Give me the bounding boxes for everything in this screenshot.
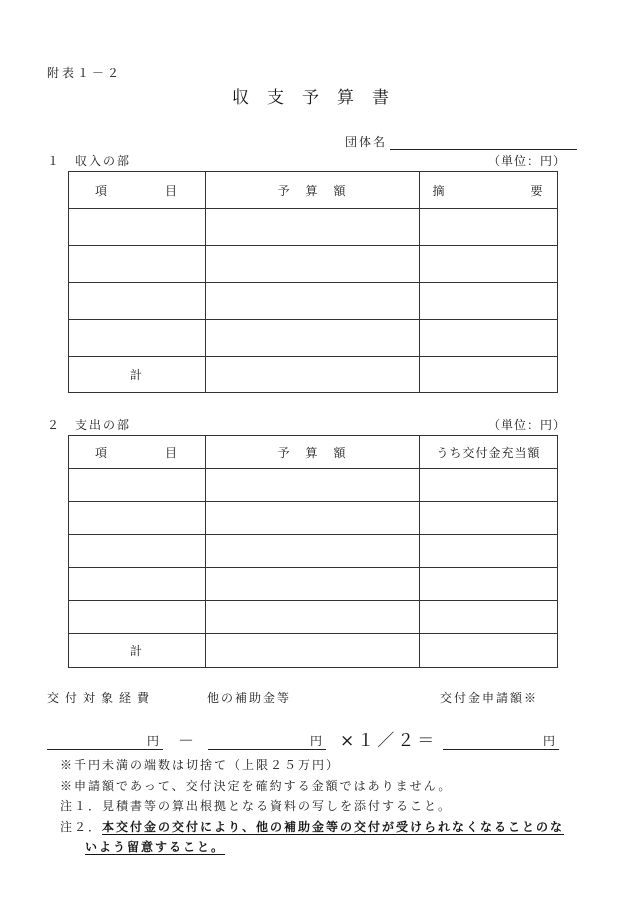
table-row	[69, 209, 558, 246]
item-cell	[69, 502, 206, 535]
table-total-row	[69, 357, 558, 393]
item-cell	[69, 320, 206, 357]
grant-allocation-cell	[420, 568, 558, 601]
note-2-emphasis-continued: いよう留意すること。	[85, 840, 226, 854]
table-row	[69, 568, 558, 601]
budget-cell	[206, 469, 420, 502]
organization-label: 団体名	[345, 135, 388, 149]
table-row	[69, 320, 558, 357]
income-unit-label: （単位：円）	[488, 154, 567, 168]
eligible-expense-amount-field	[47, 733, 163, 750]
item-cell	[69, 601, 206, 634]
budget-cell	[206, 535, 420, 568]
remarks-cell	[420, 320, 558, 357]
table-total-row	[69, 634, 558, 668]
note-1: 注１．見積書等の算出根拠となる資料の写しを添付すること。	[60, 799, 453, 813]
requested-grant-label: 交付金申請額※	[440, 691, 539, 705]
budget-cell	[206, 568, 420, 601]
item-cell	[69, 246, 206, 283]
budget-cell	[206, 209, 420, 246]
yen-unit: 円	[146, 734, 159, 748]
item-cell	[69, 568, 206, 601]
item-cell	[69, 283, 206, 320]
note-2	[60, 820, 564, 834]
income-section-label: １ 収入の部	[47, 154, 132, 168]
column-header-budget: 予 算 額	[206, 436, 420, 469]
budget-cell	[206, 246, 420, 283]
grant-allocation-cell	[420, 502, 558, 535]
note-2-prefix: 注２．	[60, 820, 103, 834]
grant-allocation-cell	[420, 535, 558, 568]
expense-table	[68, 435, 558, 668]
other-subsidy-amount-field	[208, 733, 326, 750]
column-header-item: 項 目	[69, 172, 206, 209]
budget-cell	[206, 502, 420, 535]
note-2-continuation	[85, 840, 225, 854]
eligible-expense-label: 交付対象経費	[47, 691, 156, 705]
table-row	[69, 246, 558, 283]
item-cell	[69, 469, 206, 502]
total-grant-allocation-cell	[420, 634, 558, 668]
total-budget-cell	[206, 357, 420, 393]
table-row	[69, 601, 558, 634]
budget-cell	[206, 320, 420, 357]
column-header-budget: 予 算 額	[206, 172, 420, 209]
item-cell	[69, 535, 206, 568]
grant-allocation-cell	[420, 601, 558, 634]
note-2-emphasis: 本交付金の交付により、他の補助金等の交付が受けられなくなることのな	[102, 820, 565, 834]
total-remarks-cell	[420, 357, 558, 393]
document-title: 収支予算書	[232, 88, 407, 108]
remarks-cell	[420, 283, 558, 320]
organization-name-field	[390, 135, 577, 150]
column-header-grant-allocation: うち交付金充当額	[420, 436, 558, 469]
yen-unit: 円	[309, 734, 322, 748]
yen-unit: 円	[542, 734, 555, 748]
requested-grant-amount-field	[443, 733, 559, 750]
half-formula: ×１／２＝	[340, 731, 438, 751]
table-row	[69, 535, 558, 568]
column-header-item: 項 目	[69, 436, 206, 469]
expense-section-label: ２ 支出の部	[47, 418, 132, 432]
item-cell	[69, 209, 206, 246]
table-row	[69, 502, 558, 535]
total-label: 計	[69, 634, 206, 668]
table-row	[69, 283, 558, 320]
total-budget-cell	[206, 634, 420, 668]
table-header-row	[69, 436, 558, 469]
table-row	[69, 469, 558, 502]
expense-unit-label: （単位：円）	[488, 418, 567, 432]
other-subsidy-label: 他の補助金等	[207, 691, 292, 705]
income-table	[68, 171, 558, 393]
table-header-row	[69, 172, 558, 209]
remarks-cell	[420, 209, 558, 246]
form-number: 附表１－２	[47, 66, 123, 80]
note-disclaimer: ※申請額であって、交付決定を確約する金額ではありません。	[60, 779, 453, 793]
budget-cell	[206, 601, 420, 634]
remarks-cell	[420, 246, 558, 283]
column-header-remarks: 摘 要	[420, 172, 558, 209]
minus-sign: －	[178, 731, 195, 750]
budget-cell	[206, 283, 420, 320]
grant-allocation-cell	[420, 469, 558, 502]
total-label: 計	[69, 357, 206, 393]
note-rounding: ※千円未満の端数は切捨て（上限２５万円）	[60, 758, 341, 772]
